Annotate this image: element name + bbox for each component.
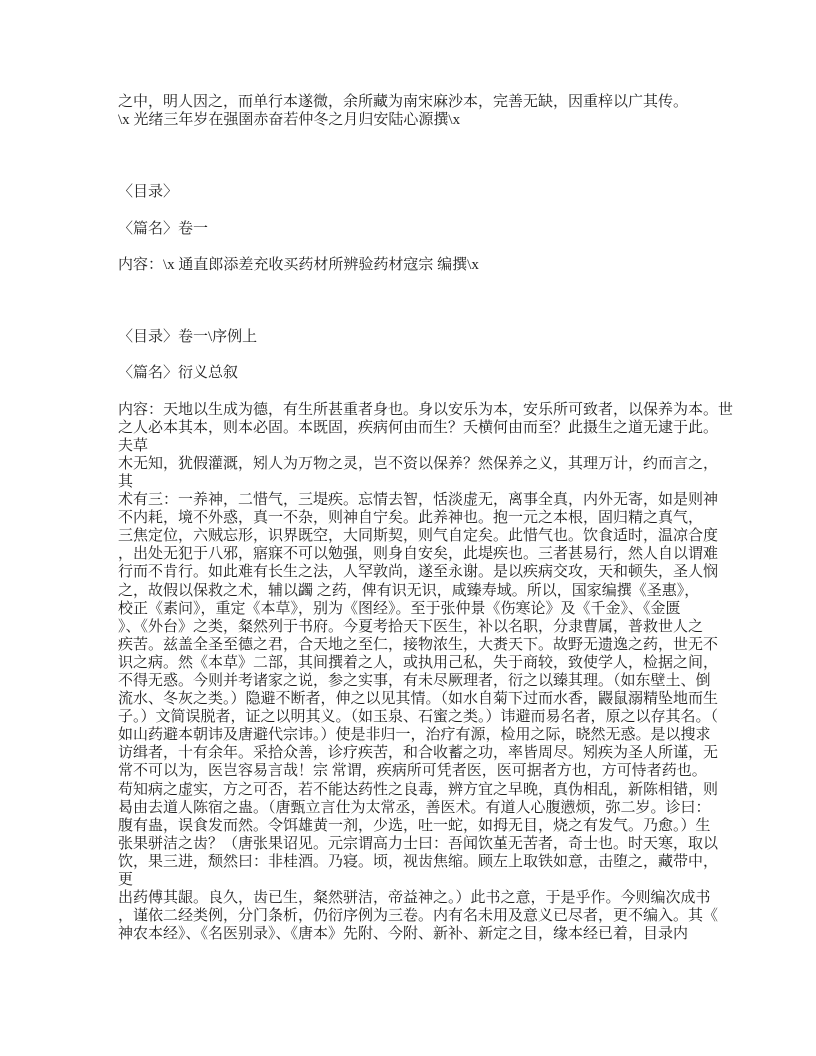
text-line: 其 (118, 473, 134, 490)
text-line: \x 光绪三年岁在强圉赤奋若仲冬之月归安陆心源撰\x (118, 112, 461, 129)
text-line: 内容：\x 通直郎添差充收买药材所辨验药材寇宗 编撰\x (118, 256, 479, 273)
text-line: 〈目录〉卷一\序例上 (118, 329, 258, 346)
text-line: 术有三：一养神，二惜气，三堤疾。忘情去智，恬淡虚无，离事全真，内外无寄，如是则神 (118, 492, 719, 509)
text-line: 不得无惑。今则并考诸家之说，参之实事，有未尽厥理者，衍之以臻其理。（如东壁土、倒 (118, 673, 711, 689)
text-line: 识之病。然《本草》二部，其间撰着之人，或执用己私，失于商较，致使学人，检据之间， (118, 654, 719, 671)
text-line: 夫草 (118, 437, 149, 454)
text-line: 行而不肯行。如此难有长生之法，人罕敦尚，遂至永谢。是以疾病交攻，天和顿失，圣人悯 (118, 564, 719, 581)
text-line: 常不可以为，医岂容易言哉！宗 常谓，疾病所可凭者医，医可据者方也，方可恃者药也。 (118, 763, 707, 780)
text-line (118, 274, 758, 292)
text-line: 子。）文简误脱者，证之以明其义。（如玉泉、石蜜之类。）讳避而易名者，原之以存其名。（ (118, 709, 719, 726)
text-line (118, 383, 758, 401)
text-line (118, 129, 758, 147)
text-line: 不内耗，境不外惑，真一不杂，则神自宁矣。此养神也。抱一元之本根，固归精之真气， (118, 510, 704, 527)
text-line: 之人必本其本，则本必固。本既固，疾病何由而生？夭横何由而至？此摄生之道无逮于此。 (118, 419, 719, 436)
text-line: 访缉者，十有余年。采拾众善，诊疗疾苦，和合收蓄之功，率皆周尽。矧疾为圣人所谨，无 (118, 745, 719, 762)
text-line: 出药傅其龈。良久，齿已生，粲然骈洁，帝益神之。）此书之意，于是乎作。今则编次成书 (118, 890, 711, 907)
text-line: 更 (118, 872, 134, 889)
text-line: ，谨依二经类例，分门条析，仍衍序例为三卷。内有名未用及意义已尽者，更不编入。其《 (118, 908, 719, 925)
text-line: 如山药避本朝讳及唐避代宗讳。）使是非归一，治疗有源，检用之际，晓然无惑。是以搜求 (118, 727, 711, 744)
text-line: 〈篇名〉卷一 (118, 220, 209, 237)
text-line: 曷由去道人陈宿之蛊。（唐甄立言仕为太常丞，善医术。有道人心腹懑烦，弥二岁。诊曰： (118, 799, 711, 816)
text-line (118, 238, 758, 256)
text-line: 疾苦。兹盖全圣至德之君，合天地之至仁，接物浓生，大赉天下。故野无遗逸之药，世无不 (118, 636, 719, 653)
text-line: 流水、冬灰之类。）隐避不断者，伸之以见其情。（如水自菊下过而水香，鼹鼠溺精坠地而生 (118, 691, 719, 708)
text-line: 校正《素问》，重定《本草》，别为《图经》。至于张仲景《伤寒论》及《千金》、《金匮 (118, 600, 681, 617)
text-line: 饮，果三进，颓然曰：非桂酒。乃寝。顷，视齿焦缩。顾左上取铁如意，击堕之，藏带中， (118, 853, 719, 870)
text-line (118, 165, 758, 183)
text-line: 》、《外台》之类，粲然列于书府。今夏考拾天下医生，补以名职，分隶曹属，普救世人之 (118, 618, 704, 635)
document-text (118, 93, 758, 943)
text-line: 张果骈洁之齿？（唐张果诏见。元宗谓高力士曰：吾闻饮堇无苦者，奇士也。时天寒，取以 (118, 835, 719, 852)
text-line: 腹有蛊，误食发而然。令饵雄黄一剂，少选，吐一蛇，如拇无目，烧之有发气。乃愈。）生 (118, 817, 711, 834)
text-line (118, 310, 758, 328)
text-line (118, 202, 758, 220)
text-line: 〈篇名〉衍义总叙 (118, 365, 239, 382)
text-line: 之，故假以保救之术，辅以蠲 之药，俾有识无识，咸臻寿域。所以，国家编撰《圣惠》， (118, 582, 700, 599)
text-line (118, 292, 758, 310)
text-line: ，出处无犯于八邪，寤寐不可以勉强，则身自安矣，此堤疾也。三者甚易行，然人自以谓难 (118, 546, 719, 563)
text-line: 之中，明人因之，而单行本遂微，余所藏为南宋麻沙本，完善无缺，因重梓以广其传。 (118, 94, 689, 110)
text-line: 神农本经》、《名医别录》、《唐本》先附、今附、新补、新定之目，缘本经已着，目录内 (118, 926, 689, 943)
text-line: 内容：天地以生成为德，有生所甚重者身也。身以安乐为本，安乐所可致者，以保养为本。世 (118, 401, 734, 418)
text-line (118, 346, 758, 364)
text-line: 苟知病之虚实，方之可否，若不能达药性之良毒，辨方宜之早晚，真伪相乱，新陈相错，则 (118, 781, 719, 798)
text-line: 〈目录〉 (118, 184, 179, 201)
text-line (118, 147, 758, 165)
text-line: 木无知，犹假灌溉，矧人为万物之灵，岂不资以保养？然保养之义，其理万计，约而言之， (118, 455, 719, 472)
text-line: 三焦定位，六贼忘形，识界既空，大同斯契，则气自定矣。此惜气也。饮食适时，温凉合度 (118, 528, 719, 545)
